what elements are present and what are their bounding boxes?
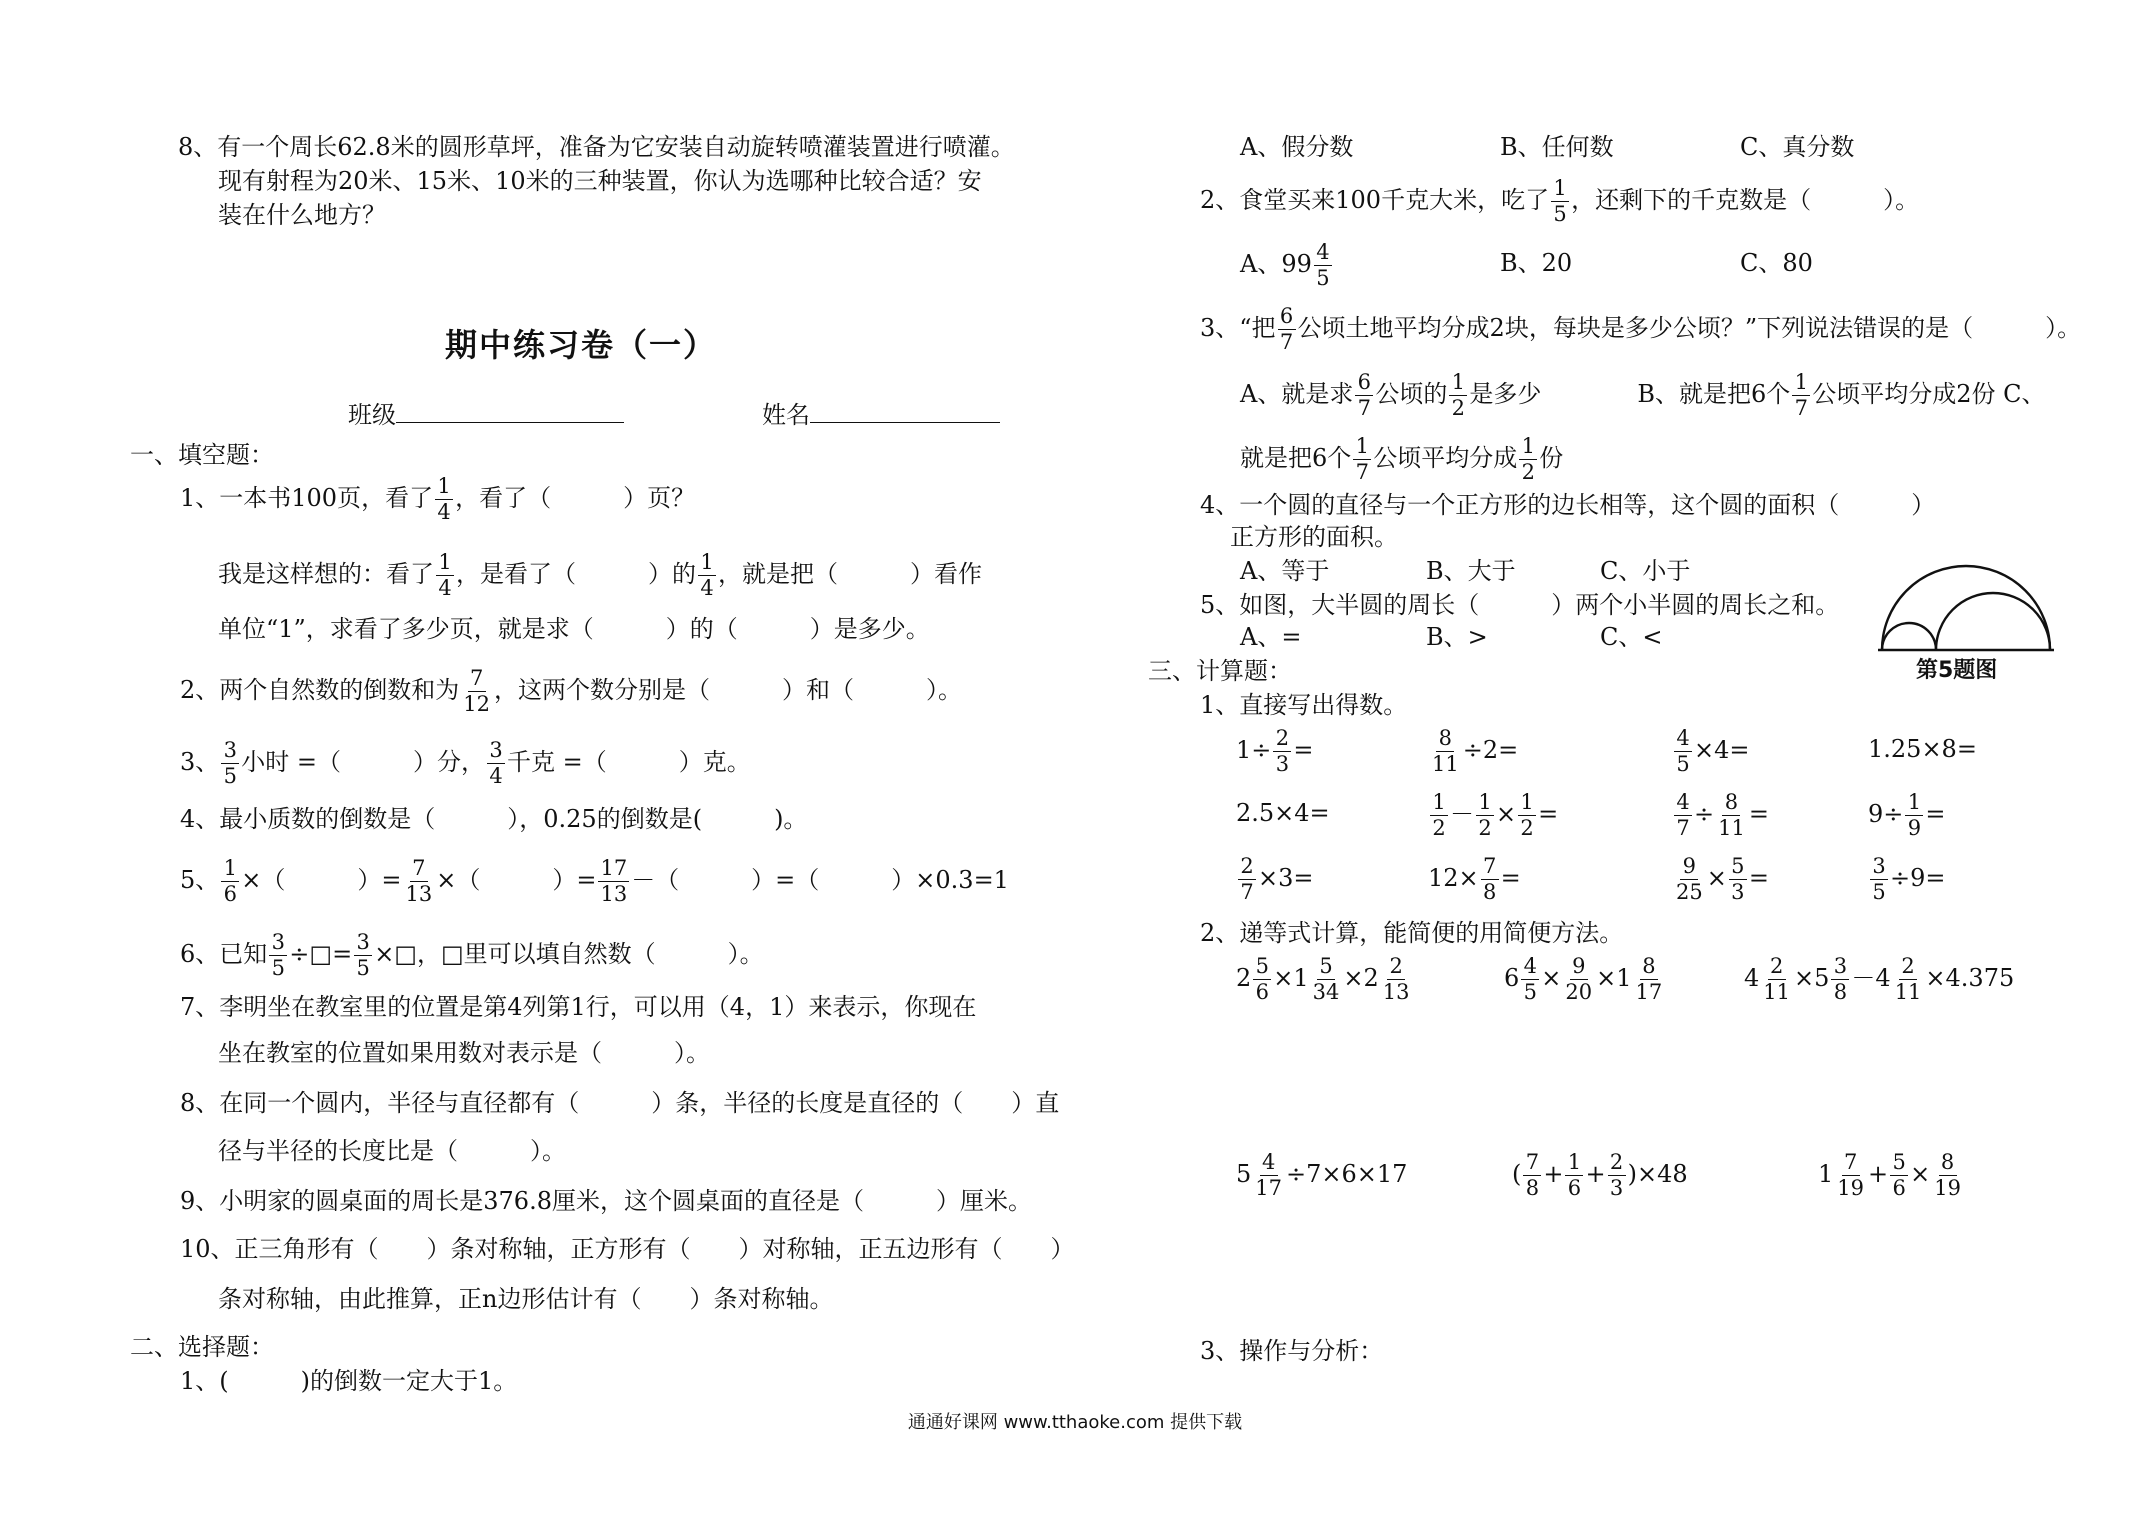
r3a-fraction [1238,856,1256,903]
c2-text-a: 2、食堂买来100千克大米，吃了 [1200,186,1550,214]
q1-fraction [435,476,453,523]
r1a-text: 1÷ [1236,736,1272,764]
small-semicircle-right [1936,593,2050,650]
c2-frac-num: 1 [1551,178,1569,202]
eq3-den1: 11 [1763,980,1791,1004]
fill-q8-line2: 径与半径的长度比是（ ）。 [218,1137,566,1165]
r1c-num: 4 [1674,728,1692,752]
eq3-num3: 2 [1899,956,1917,980]
section-calculation: 三、计算题： [1148,657,1292,685]
eq4-num1: 4 [1260,1152,1278,1176]
eq6-num2: 5 [1890,1152,1908,1176]
eq1-den3: 13 [1382,980,1410,1004]
c3-text-a: 3、“把 [1200,314,1276,342]
q5-frac3-den: 13 [600,882,628,906]
calc-r3-a [1236,856,1314,903]
eq1-num2: 5 [1317,956,1335,980]
eq2-fraction-1 [1521,956,1539,1003]
q5-fraction-2 [404,858,435,905]
eq5-num1: 7 [1523,1152,1541,1176]
q1l2-text-a: 我是这样想的：看了 [218,560,434,588]
q3-frac2-den: 4 [489,764,503,788]
eq2-den3: 17 [1635,980,1663,1004]
choice-q4-line1: 4、一个圆的直径与一个正方形的边长相等，这个圆的面积（ ） [1200,491,1936,519]
r3c-num1: 9 [1680,856,1698,880]
q5-text-b: ×（ ）= [241,866,402,894]
r3a-eq: ×3= [1258,864,1314,892]
eq5-close: )×48 [1627,1160,1688,1188]
step-eq-3 [1744,956,2014,1003]
calc-r1-c [1672,728,1750,775]
r3c-den1: 25 [1676,880,1703,904]
q6-fraction-2 [354,932,372,979]
eq1-op2: ×2 [1343,964,1379,992]
q5-frac1-num: 1 [221,858,239,882]
page-title: 期中练习卷（一） [445,326,718,364]
r3c-eq: = [1748,864,1769,892]
eq6-plus: + [1868,1160,1889,1188]
eq6-fraction-2 [1890,1152,1908,1199]
eq2-op1: × [1541,964,1562,992]
choice-q1-option-b: B、任何数 [1500,133,1614,161]
q3-frac1-num: 3 [221,740,239,764]
c3o2-frac1-num: 1 [1353,436,1371,460]
c3-fraction [1278,306,1296,353]
q5-text-d: －（ ）=（ ）×0.3=1 [631,866,1009,894]
eq5-den1: 8 [1525,1176,1540,1200]
eq1-op1: ×1 [1273,964,1309,992]
eq1-den2: 34 [1312,980,1340,1004]
q5-text-c: ×（ ）= [436,866,597,894]
step-eq-6 [1818,1152,1965,1199]
r2d-num: 1 [1905,792,1923,816]
c3o1-text-d: B、就是把6个 [1637,380,1791,408]
q3-frac2-num: 3 [487,740,505,764]
r3d-eq: ÷9= [1890,864,1946,892]
r3b-eq: = [1500,864,1521,892]
eq4-fraction-1 [1253,1152,1284,1199]
c3o1-frac3-num: 1 [1792,372,1810,396]
fill-q2 [180,668,962,715]
fill-q7-line2: 坐在教室的位置如果用数对表示是（ ）。 [218,1039,710,1067]
q3-text-c: 千克 =（ ）克。 [507,748,751,776]
section-choice: 二、选择题： [130,1333,274,1361]
step-eq-4 [1236,1152,1407,1199]
q6-frac2-num: 3 [354,932,372,956]
calc-r3-c [1672,856,1769,903]
r1a-eq: = [1293,736,1314,764]
c3o2-text-c: 份 [1539,444,1564,472]
q1l2-fraction-2 [698,552,716,599]
class-label: 班级 [348,401,396,429]
fill-q9: 9、小明家的圆桌面的周长是376.8厘米，这个圆桌面的直径是（ ）厘米。 [180,1187,1032,1215]
choice-q5-option-c: C、< [1600,623,1663,651]
q1-frac-num: 1 [435,476,453,500]
c3-text-b: 公顷土地平均分成2块，每块是多少公顷？”下列说法错误的是（ ）。 [1297,314,2082,342]
eq2-den2: 20 [1565,980,1593,1004]
c3o1-frac2-den: 2 [1451,396,1466,420]
fill-q10-line1: 10、正三角形有（ ）条对称轴，正方形有（ ）对称轴，正五边形有（ ） [180,1235,1075,1263]
eq5-plus1: + [1543,1160,1564,1188]
r2c-fraction-2 [1716,792,1747,839]
section-fill-blank: 一、填空题： [130,441,274,469]
r2b-num1: 1 [1430,792,1448,816]
r3c-num2: 5 [1729,856,1747,880]
eq5-num2: 1 [1565,1152,1583,1176]
eq1-fraction-2 [1311,956,1342,1003]
q6-text-a: 6、已知 [180,940,268,968]
eq1-den1: 6 [1255,980,1269,1004]
calc-part3-title: 3、操作与分析： [1200,1337,1384,1365]
choice-q4-option-c: C、小于 [1600,557,1691,585]
choice-q5: 5、如图，大半圆的周长（ ）两个小半圆的周长之和。 [1200,591,1840,619]
q1l2-fraction-1 [436,552,454,599]
c3o1-fraction-1 [1355,372,1373,419]
r2b-fraction-1 [1430,792,1448,839]
choice-q2-option-b: B、20 [1500,249,1573,277]
choice-q1-option-a: A、假分数 [1240,133,1354,161]
q5-frac3-num: 17 [600,856,628,880]
q1-text-a: 1、一本书100页，看了 [180,484,434,512]
q6-text-c: ×□，□里可以填自然数（ ）。 [374,940,764,968]
q6-fraction-1 [269,932,287,979]
eq6-num1: 7 [1842,1152,1860,1176]
c3o1-frac1-den: 7 [1357,396,1372,420]
r1c-den: 5 [1676,752,1690,776]
r2c-den2: 11 [1718,816,1745,840]
r3a-den: 7 [1240,880,1254,904]
eq3-den3: 11 [1894,980,1922,1004]
r3c-times: × [1706,864,1727,892]
r2c-fraction-1 [1674,792,1692,839]
r2c-num1: 4 [1674,792,1692,816]
r2b-num2: 1 [1476,792,1494,816]
r2b-num3: 1 [1518,792,1536,816]
eq3-whole1: 4 [1744,964,1760,992]
prev-question-8-line1: 8、有一个周长62.8米的圆形草坪，准备为它安装自动旋转喷灌装置进行喷灌。 [178,133,1015,161]
calc-r1-b [1428,728,1518,775]
q5-fraction-3 [598,858,629,905]
c3o1-text-a: A、就是求 [1240,380,1354,408]
choice-q4-option-a: A、等于 [1240,557,1330,585]
r3b-text: 12× [1428,864,1479,892]
r3a-num: 2 [1238,856,1256,880]
choice-q1: 1、( )的倒数一定大于1。 [180,1367,518,1395]
c2-opt-a-whole: A、99 [1240,250,1312,278]
c3o1-fraction-3 [1792,372,1810,419]
q1l2-frac1-num: 1 [436,552,454,576]
calc-r2-b [1428,792,1558,839]
c2-opt-a-den: 5 [1316,266,1330,290]
eq6-num3: 8 [1939,1152,1957,1176]
c3o2-text-a: 就是把6个 [1240,444,1352,472]
eq2-fraction-2 [1563,956,1594,1003]
r3c-fraction-2 [1729,856,1747,903]
eq1-whole1: 2 [1236,964,1252,992]
c3o1-frac1-num: 6 [1355,372,1373,396]
q1-frac-den: 4 [437,500,451,524]
c3o2-frac2-num: 1 [1519,436,1537,460]
r1b-fraction [1430,728,1461,775]
choice-q3-options-line1 [1240,372,2046,419]
q3-fraction-1 [221,740,239,787]
choice-q4-line2: 正方形的面积。 [1230,523,1398,551]
eq3-num2: 3 [1831,956,1849,980]
r2c-div: ÷ [1694,800,1715,828]
r3b-den: 8 [1482,880,1497,904]
r2d-text: 9÷ [1868,800,1904,828]
name-field [762,398,1000,432]
c3-frac-num: 6 [1278,306,1296,330]
r2b-fraction-2 [1476,792,1494,839]
q2-frac-den: 12 [463,692,491,716]
choice-q4-option-b: B、大于 [1426,557,1516,585]
calc-r3-d [1868,856,1946,903]
calc-r2-c [1672,792,1769,839]
q5-frac2-den: 13 [405,882,433,906]
q1l2-frac2-num: 1 [698,552,716,576]
q2-fraction [461,668,492,715]
r2c-num2: 8 [1722,792,1740,816]
calc-r2-a: 2.5×4= [1236,799,1330,827]
q1l2-text-c: ，就是把（ ）看作 [718,560,982,588]
r2c-eq: = [1748,800,1769,828]
c3o1-fraction-2 [1449,372,1467,419]
eq5-fraction-1 [1523,1152,1541,1199]
eq3-fraction-3 [1893,956,1924,1003]
prev-question-8-line3: 装在什么地方？ [218,201,386,229]
r1b-eq: ÷2= [1462,736,1519,764]
eq5-fraction-3 [1608,1152,1626,1199]
q3-text-a: 3、 [180,748,220,776]
calc-r3-b [1428,856,1521,903]
q3-frac1-den: 5 [223,764,237,788]
fill-q6 [180,932,764,979]
q6-frac1-num: 3 [269,932,287,956]
q1l2-frac1-den: 4 [438,576,452,600]
class-field [348,398,624,432]
eq1-fraction-1 [1253,956,1271,1003]
q2-text-b: ，这两个数分别是（ ）和（ ）。 [494,676,963,704]
eq2-fraction-3 [1634,956,1665,1003]
r2b-eq: = [1538,800,1559,828]
eq5-fraction-2 [1565,1152,1583,1199]
q3-text-b: 小时 =（ ）分， [241,748,486,776]
choice-q5-option-a: A、= [1240,623,1302,651]
eq6-fraction-3 [1932,1152,1963,1199]
eq3-op3: ×4.375 [1925,964,2015,992]
r1c-fraction [1674,728,1692,775]
q5-text-a: 5、 [180,866,220,894]
r2b-den3: 2 [1520,816,1534,840]
fill-q5 [180,858,1009,905]
choice-q2 [1200,178,1919,225]
r3c-den2: 3 [1731,880,1745,904]
eq6-times: × [1910,1160,1931,1188]
eq4-rest: ÷7×6×17 [1286,1160,1408,1188]
r3b-num: 7 [1481,856,1499,880]
eq5-den3: 3 [1609,1176,1624,1200]
c3o1-text-c: 是多少 [1469,380,1542,408]
c2-text-b: ，还剩下的千克数是（ ）。 [1571,186,1920,214]
r2d-eq: = [1925,800,1946,828]
fill-q7-line1: 7、李明坐在教室里的位置是第4列第1行，可以用（4，1）来表示，你现在 [180,993,977,1021]
r3b-fraction [1481,856,1499,903]
r1b-num: 8 [1436,728,1454,752]
r2d-den: 9 [1907,816,1922,840]
c3o1-frac3-den: 7 [1794,396,1808,420]
r1a-den: 3 [1275,752,1290,776]
step-eq-5 [1512,1152,1688,1199]
r2d-fraction [1905,792,1923,839]
c3o2-frac2-den: 2 [1521,460,1535,484]
eq1-num1: 5 [1253,956,1271,980]
step-eq-1 [1236,956,1414,1003]
choice-q3-options-line2 [1240,436,1563,483]
q5-frac1-den: 6 [223,882,237,906]
fill-q4: 4、最小质数的倒数是（ ），0.25的倒数是( )。 [180,805,808,833]
eq3-den2: 8 [1833,980,1848,1004]
q5-frac2-num: 7 [410,858,428,882]
eq5-open: ( [1512,1160,1522,1188]
r3c-fraction-1 [1674,856,1705,903]
r1a-fraction [1273,728,1291,775]
eq2-whole1: 6 [1504,964,1520,992]
choice-q3 [1200,306,2081,353]
class-blank[interactable] [396,400,624,423]
eq6-den3: 19 [1934,1176,1961,1200]
eq1-fraction-3 [1381,956,1412,1003]
fill-q3 [180,740,751,787]
r1b-den: 11 [1432,752,1459,776]
r3d-den: 5 [1872,880,1886,904]
eq2-num2: 9 [1570,956,1588,980]
calc-r2-d [1868,792,1946,839]
eq3-op2: －4 [1851,964,1891,992]
eq3-fraction-2 [1831,956,1849,1003]
eq3-op1: ×5 [1794,964,1830,992]
r1c-eq: ×4= [1694,736,1750,764]
r2b-den1: 2 [1432,816,1446,840]
choice-q2-option-c: C、80 [1740,249,1813,277]
large-semicircle [1882,566,2050,650]
q1l2-frac2-den: 4 [700,576,714,600]
page-footer: 通通好课网 www.tthaoke.com 提供下载 [907,1412,1243,1433]
c2-opt-a-num: 4 [1314,242,1332,266]
q6-frac1-den: 5 [271,956,285,980]
eq4-den1: 17 [1255,1176,1283,1200]
eq5-den2: 6 [1567,1176,1582,1200]
r1a-num: 2 [1273,728,1291,752]
q2-text-a: 2、两个自然数的倒数和为 [180,676,460,704]
semicircle-figure [1876,556,2056,652]
eq2-num3: 8 [1640,956,1658,980]
r3d-fraction [1870,856,1888,903]
c2-fraction [1551,178,1569,225]
choice-q2-option-a [1240,242,1334,289]
c3o1-frac2-num: 1 [1449,372,1467,396]
r2c-den1: 7 [1676,816,1690,840]
c3o2-text-b: 公顷平均分成 [1373,444,1518,472]
prev-question-8-line2: 现有射程为20米、15米、10米的三种装置，你认为选哪种比较合适？安 [218,167,982,195]
c3o2-fraction-1 [1353,436,1371,483]
r2b-times: × [1496,800,1517,828]
small-semicircle-left [1882,623,1936,650]
fill-q1 [180,476,695,523]
eq2-op2: ×1 [1596,964,1632,992]
r2b-den2: 2 [1478,816,1492,840]
eq6-den2: 6 [1892,1176,1906,1200]
q3-fraction-2 [487,740,505,787]
r3d-num: 3 [1870,856,1888,880]
calc-r1-d: 1.25×8= [1868,735,1977,763]
c3-frac-den: 7 [1279,330,1294,354]
eq2-num1: 4 [1521,956,1539,980]
r2b-fraction-3 [1518,792,1536,839]
eq2-den1: 5 [1523,980,1537,1004]
calc-part2-title: 2、递等式计算，能简便的用简便方法。 [1200,919,1624,947]
eq6-fraction-1 [1835,1152,1866,1199]
eq3-num1: 2 [1768,956,1786,980]
q6-text-b: ÷□= [289,940,353,968]
eq6-den1: 19 [1837,1176,1865,1200]
c3o2-fraction-2 [1519,436,1537,483]
fill-q10-line2: 条对称轴，由此推算，正n边形估计有（ ）条对称轴。 [218,1285,834,1313]
eq4-whole1: 5 [1236,1160,1252,1188]
r2b-minus: － [1450,800,1474,828]
c3o1-text-b: 公顷的 [1375,380,1448,408]
name-label: 姓名 [762,401,810,429]
eq5-num3: 2 [1608,1152,1626,1176]
choice-q1-option-c: C、真分数 [1740,133,1855,161]
c2-opt-a-fraction [1314,242,1332,289]
q6-frac2-den: 5 [356,956,370,980]
c2-frac-den: 5 [1553,202,1567,226]
calc-r1-a [1236,728,1314,775]
eq6-whole1: 1 [1818,1160,1834,1188]
choice-q5-option-b: B、> [1426,623,1488,651]
c3o2-frac1-den: 7 [1355,460,1369,484]
eq5-plus2: + [1585,1160,1606,1188]
fill-q1-line2 [218,552,982,599]
q1l2-text-b: ，是看了（ ）的 [456,560,696,588]
name-blank[interactable] [810,400,1000,423]
eq1-num3: 2 [1387,956,1405,980]
q1-text-b: ，看了（ ）页？ [455,484,696,512]
fill-q1-line3: 单位“1”，求看了多少页，就是求（ ）的（ ）是多少。 [218,615,930,643]
figure-caption: 第5题图 [1916,658,1998,683]
fill-q8-line1: 8、在同一个圆内，半径与直径都有（ ）条，半径的长度是直径的（ ）直 [180,1089,1060,1117]
step-eq-2 [1504,956,1666,1003]
q2-frac-num: 7 [468,668,486,692]
q5-fraction-1 [221,858,239,905]
calc-part1-title: 1、直接写出得数。 [1200,691,1408,719]
c3o1-text-e: 公顷平均分成2份 C、 [1812,380,2046,408]
eq3-fraction-1 [1761,956,1792,1003]
